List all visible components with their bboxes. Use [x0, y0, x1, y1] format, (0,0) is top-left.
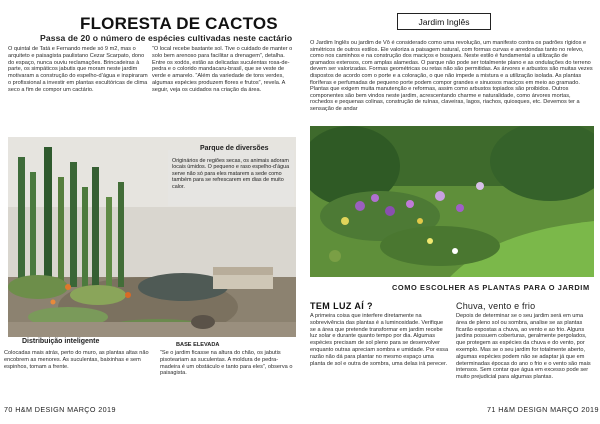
info-card-title: Parque de diversões [200, 145, 269, 152]
heading-weather: Chuva, vento e frio [456, 301, 536, 311]
page-subtitle: Passa de 20 o número de espécies cultivadas neste cactário [40, 33, 293, 43]
intro-column-1: O quintal de Tatá e Fernando mede só 9 m2, mas o arquiteto e paisagista paulistano Cezar Scarpato, dono do espaço, nunca ouviu reclamações. Brincadeiras à parte, os simpáticos jabutis que moram neste jardim motivaram a construção do espelho-d’água e inspiraram o profissional a investir em plantas escultóricas de clima seco a fim de compor um cactário. [8, 46, 148, 93]
section-banner: COMO ESCOLHER AS PLANTAS PARA O JARDIM [392, 283, 590, 292]
light-column: A primeira coisa que interfere diretamente na sobrevivência das plantas é a luminosidade. Verifique se a área que pretende transformar em jardim recebe luz solar e durante quanto tempo por dia. Algumas espécies precisam de sol pleno para se desenvolver enquanto outras apreciam sombra e umidade. Por essa razão não dá para plantar no mesmo espaço uma planta de sol e outra de sombra, uma delas irá perecer. [310, 313, 449, 367]
weather-column: Depois de determinar se o seu jardim será em uma área de pleno sol ou sombra, analise se as plantas ficarão expostas a chuva, ao vento e ao frio. Alguns jardins possuem coberturas, geralmente pergolados, que protegem as espécies da chuva e do vento, por exemplo. Mas se o seu jardim for totalmente aberto, algumas espécies podem não se adaptar já que em determinadas épocas do ano o frio e o vento são mais intensos. Sem contar que água em excesso pode ser muito prejudicial para algumas plantas. [456, 313, 591, 381]
english-garden-photo [310, 126, 594, 277]
section-title-box: Jardim Inglês [397, 13, 491, 30]
page-footer-left: 70 H&M DESIGN MARÇO 2019 [4, 405, 116, 414]
bottom-column-2: “Se o jardim ficasse na altura do chão, os jabutis pisoteariam as suculentas. A moldura de pedra-madeira é um obstáculo e tanto para eles”, observa o paisagista. [160, 350, 293, 377]
page-footer-right: 71 H&M DESIGN MARÇO 2019 [487, 405, 599, 414]
intro-column-2: “O local recebe bastante sol. Tive o cuidado de manter o solo bem arenoso para facilitar a drenagem”, detalha. Entre os xodós, estão as delicadas suculentas rosa-de-pedra e o colorido mandacaru-brasil, que se veste de verde e amarelo. “Além da variedade de tons verdes, algumas espécies produzem flores e frutos”, revela. A seguir, veja os cuidados na criação da área. [152, 46, 293, 93]
page-title: FLORESTA DE CACTOS [80, 14, 278, 33]
heading-light: TEM LUZ AÍ ? [310, 301, 373, 311]
info-card-text: Originários de regiões secas, os animais adoram locais úmidos. O pequeno e raso espelho-d’água serve não só para eles matarem a sede como também para se refrescarem em dias de muito calor. [172, 158, 290, 190]
caption-raised-base: BASE ELEVADA [176, 342, 220, 348]
english-garden-intro: O Jardim Inglês ou jardim de Vô é considerado como uma revolução, um manifesto contra os padrões rígidos e simétricos de outros estilos. Ele valoriza a paisagem natural, com formas curvas e arredondas tanto no relevo, como nos caminhos e na construção dos maciços e bosques. Neste estilo é fundamental a utilização de gramados extensos, com amplas alamedas. O parque não pode ser totalmente plano e as ondulações do terreno devem ser valorizadas. Formas geométricas ou retas não são permitidas. As árvores e arbustos são muitas vezes dispostos de acordo com o porte e a coloração, o que não impede a mistura e a utilização isolada. As plantas floríferas e perfumadas de pequeno porte podem compor grandes e sinuosos maciços em meio ao gramado. Plantas que exigem muita manutenção e reformas, assim como arbustos topiados são proibidos. Outros componentes são bem vindos neste jardim, acrescentando charme e naturalidade, como árvores mortas, rochedos e pequenas colinas, construção de ruínas, claveiras, lagos, riachos, quiosques, etc. Devemos ter a sensação de andar [310, 40, 593, 112]
bottom-column-1: Colocadas mais atrás, perto do muro, as plantas altas não encobrem as menores. As suculentas, baixinhas e sem espinhos, tomam a frente. [4, 350, 149, 370]
caption-distribution: Distribuição inteligente [22, 338, 100, 345]
